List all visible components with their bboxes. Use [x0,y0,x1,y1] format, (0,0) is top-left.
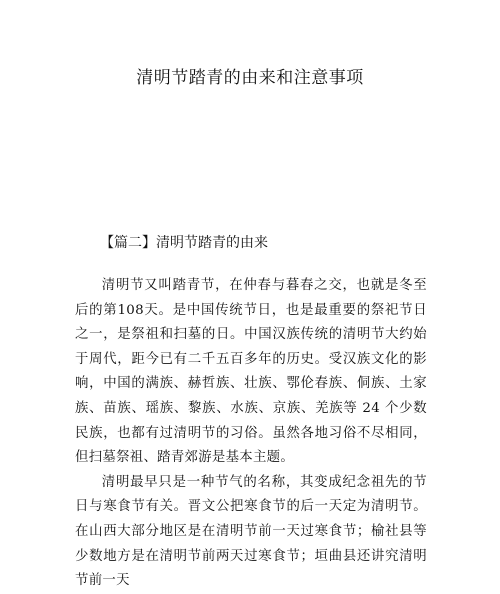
document-body [75,274,427,594]
document-title: 清明节踏青的由来和注意事项 [136,68,364,88]
paragraph-2: 清明最早只是一种节气的名称，其变成纪念祖先的节日与寒食节有关。晋文公把寒食节的后一天定为清明节。在山西大部分地区是在清明节前一天过寒食节；榆社县等少数地方是在清明节前两天过寒食节；垣曲县还讲究清明节前一天 [75,474,427,589]
section-heading: 【篇二】清明节踏青的由来 [100,235,268,251]
paragraph-1: 清明节又叫踏青节，在仲春与暮春之交，也就是冬至后的第108天。是中国传统节日，也是最重要的祭祀节日之一，是祭祖和扫墓的日。中国汉族传统的清明节大约始于周代，距今已有二千五百多年的历史。受汉族文化的影响，中国的满族、赫哲族、壮族、鄂伦春族、侗族、土家族、苗族、瑶族、黎族、水族、京族、羌族等 24 个少数民族，也都有过清明节的习俗。虽然各地习俗不尽相同，但扫墓祭祖、踏青郊游是基本主题。 [75,278,427,466]
